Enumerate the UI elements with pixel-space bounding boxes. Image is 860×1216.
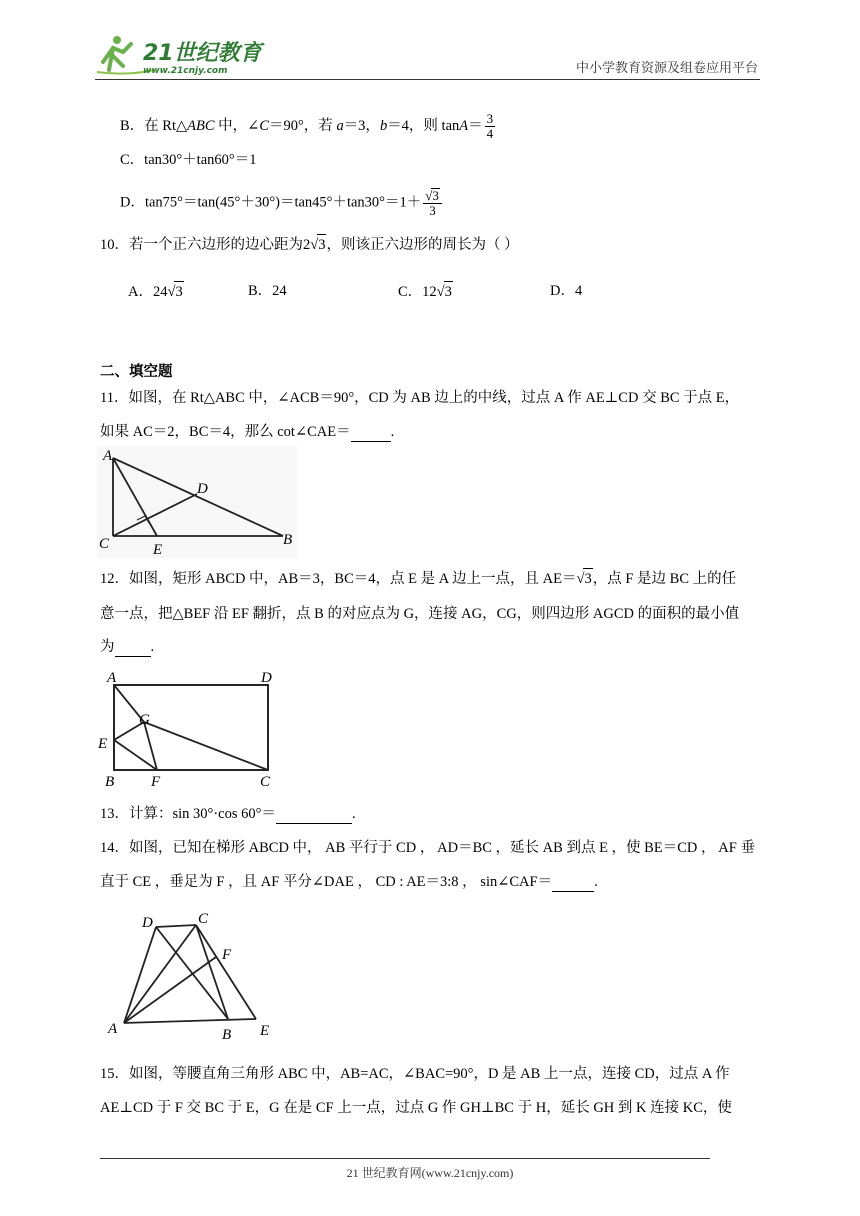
svg-text:G: G [139,712,150,728]
svg-text:A: A [107,670,117,686]
q12-figure [97,664,287,788]
q14-figure [104,905,284,1045]
footer-text: 21 世纪教育网(www.21cnjy.com) [346,1166,514,1180]
svg-text:D: D [197,481,208,497]
page-header [95,28,760,80]
q10-option-d: D．4 [550,283,583,299]
footer-rule [100,1158,710,1159]
svg-text:D: D [142,915,153,931]
q12-line3: 为 . [100,639,155,655]
svg-text:D: D [261,670,272,686]
svg-text:F: F [222,947,232,963]
header-rule [95,79,760,80]
svg-text:C: C [198,911,209,927]
answer-blank[interactable] [276,823,352,824]
q9-option-d: D．tan75°＝tan(45°＋30°)＝tan45°＋tan30°＝1＋ $\frac{√3}{3}$ [120,188,444,218]
q15-line2: AE⊥CD 于 F 交 BC 于 E，G 在是 CF 上一点，过点 G 作 GH⊥BC 于 H，延长 GH 到 K 连接 KC，使 [100,1100,732,1116]
q9-option-b: B．在 Rt△ABC 中，∠C＝90°，若 a＝3，b＝4，则 tanA＝ $\frac{3}{4}$ [120,111,494,141]
q10-option-b: B．24 [248,283,287,299]
q9-option-c: C．tan30°＋tan60°＝1 [120,152,257,168]
logo-text: 21世纪教育 [143,41,262,66]
q12-line2: 意一点，把△BEF 沿 EF 翻折，点 B 的对应点为 G，连接 AG，CG，则四边形 AGCD 的面积的最小值 [100,606,740,622]
svg-text:B: B [105,774,115,788]
q10-option-c: C．12√3 [398,281,453,302]
svg-text:E: E [98,736,108,752]
q10-option-a: A．24√3 [128,281,184,302]
q14-line1: 14．如图，已知在梯形 ABCD 中， AB 平行于 CD ， AD＝BC ，延长 AB 到点 E ，使 BE＝CD ， AF 垂 [100,840,755,856]
q14-line2: 直于 CE ，垂足为 F ，且 AF 平分∠DAE ， CD : AE＝3:8 ， sin∠CAF＝ . [100,874,598,890]
q11-line2: 如果 AC＝2，BC＝4，那么 cot∠CAE＝ . [100,424,395,440]
q13: 13．计算：sin 30°·cos 60°＝ . [100,806,356,822]
answer-blank[interactable] [351,441,391,442]
answer-blank[interactable] [552,891,594,892]
svg-text:B: B [222,1027,232,1043]
header-slogan: 中小学教育资源及组卷应用平台 [575,61,758,76]
svg-text:A: A [108,1021,118,1037]
section-title: 二、填空题 [100,364,173,380]
svg-text:C: C [99,536,110,552]
q11-line1: 11．如图，在 Rt△ABC 中，∠ACB＝90°，CD 为 AB 边上的中线，过点 A 作 AE⊥CD 交 BC 于点 E， [100,390,740,406]
svg-text:A: A [103,448,113,464]
q11-figure [97,446,297,558]
svg-text:E: E [260,1023,270,1039]
q15-line1: 15．如图，等腰直角三角形 ABC 中，AB=AC，∠BAC=90°，D 是 AB 上一点，连接 CD，过点 A 作 [100,1066,730,1082]
q10-stem: 10．若一个正六边形的边心距为2√3，则该正六边形的周长为（ ） [100,234,519,255]
svg-text:C: C [260,774,271,788]
svg-text:E: E [153,542,163,558]
q12-line1: 12．如图，矩形 ABCD 中，AB＝3，BC＝4，点 E 是 A 边上一点，且 AE＝√3，点 F 是边 BC 上的任 [100,568,736,589]
site-logo [95,32,265,76]
svg-text:B: B [283,532,293,548]
answer-blank[interactable] [115,656,151,657]
svg-text:F: F [151,774,161,788]
logo-url: www.21cnjy.com [143,66,228,76]
